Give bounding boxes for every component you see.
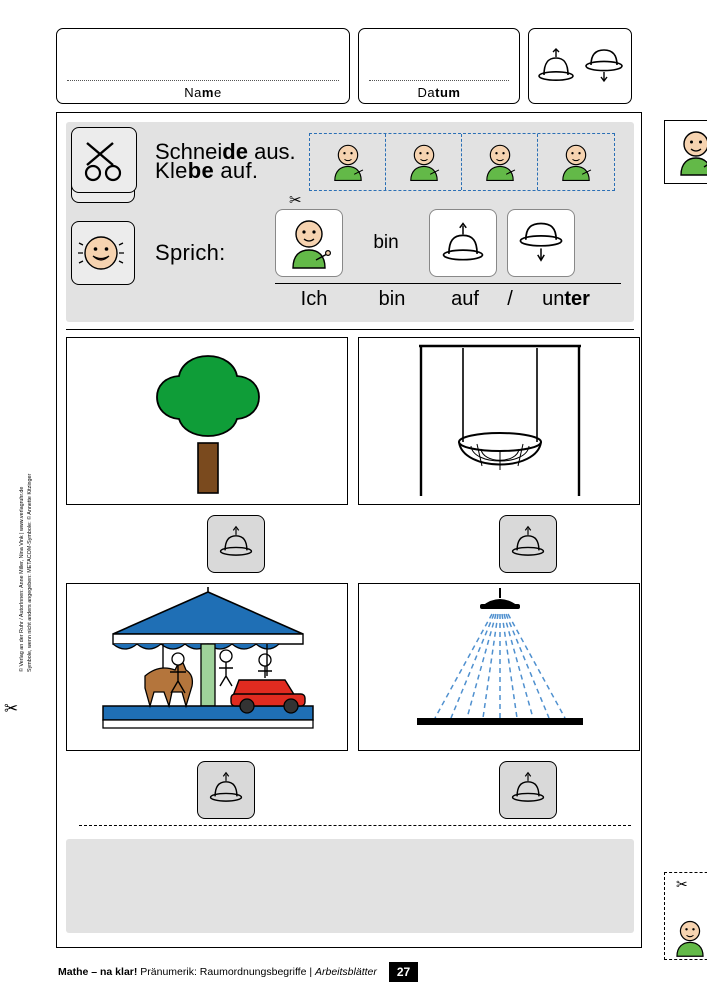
hat-icon <box>214 524 258 564</box>
sentence-words-row <box>275 283 621 311</box>
name-field-label: Name <box>184 85 222 100</box>
symbol-word-bin: bin <box>373 232 399 253</box>
page-number-badge: 27 <box>389 962 418 982</box>
name-field[interactable] <box>56 28 350 104</box>
hat-icon <box>506 770 550 810</box>
person-pointing-icon <box>478 141 522 183</box>
strip-scissors-icon: ✂ <box>289 192 302 209</box>
date-field[interactable] <box>358 28 520 104</box>
tree-illustration <box>67 338 349 504</box>
copyright-note <box>18 372 34 672</box>
symbol-person-card[interactable] <box>275 209 343 277</box>
cut-cell[interactable] <box>462 134 538 190</box>
date-field-label: Datum <box>417 85 461 100</box>
swing-picture <box>358 337 640 505</box>
sentence-word-bin: bin <box>378 288 406 310</box>
copyright-line-2: Symbole, wenn nicht anders angegeben: METACOM-Symbole: © Annette Kitzinger <box>27 473 34 672</box>
shower-illustration <box>359 584 641 750</box>
cut-cell[interactable] <box>538 134 614 190</box>
sentence-slash: / <box>507 288 513 310</box>
answer-slot-3[interactable] <box>197 761 255 819</box>
answer-slot-4[interactable] <box>499 761 557 819</box>
cut-cell[interactable] <box>386 134 462 190</box>
person-pointing-icon <box>282 216 336 270</box>
tree-picture <box>66 337 348 505</box>
cut-line-scissors-icon: ✂ <box>4 699 19 718</box>
speaking-mouth-icon <box>78 228 128 278</box>
sentence-word-ich: Ich <box>300 288 328 310</box>
footer <box>58 962 418 982</box>
hat-on-icon <box>534 46 578 86</box>
cut-cell[interactable] <box>310 134 386 190</box>
hat-icon <box>506 524 550 564</box>
hat-under-icon <box>515 219 567 267</box>
footer-topic: Pränumerik: Raumordnungsbegriffe | <box>137 966 315 978</box>
carousel-picture <box>66 583 348 751</box>
footer-type: Arbeitsblätter <box>315 966 377 978</box>
footer-series-bold: Mathe – na klar! <box>58 966 138 978</box>
hat-under-icon <box>582 46 626 86</box>
margin-scissors-icon: ✂ <box>676 876 688 892</box>
answer-slot-2[interactable] <box>499 515 557 573</box>
worksheet-frame <box>56 112 642 948</box>
scissors-card <box>71 127 137 193</box>
margin-sticker-card[interactable] <box>664 120 707 184</box>
hat-on-icon <box>437 219 489 267</box>
symbol-hat-on-card[interactable] <box>429 209 497 277</box>
band-divider <box>66 329 634 330</box>
instruction-speak-row <box>71 221 226 285</box>
speaking-mouth-card <box>71 221 135 285</box>
person-pointing-icon <box>402 141 446 183</box>
sentence-symbol-row <box>275 209 575 277</box>
person-pointing-icon <box>668 918 707 958</box>
glue-instruction-text: Klebe auf. <box>155 158 259 183</box>
answer-slot-1[interactable] <box>207 515 265 573</box>
swing-illustration <box>359 338 641 504</box>
carousel-illustration <box>67 584 349 750</box>
cut-out-band <box>66 839 634 933</box>
scissors-icon <box>79 135 129 185</box>
hat-icon <box>204 770 248 810</box>
topic-hat-pair <box>528 28 632 104</box>
footer-series <box>58 966 377 978</box>
date-writing-line <box>369 80 509 81</box>
cut-out-strip <box>309 133 615 191</box>
shower-picture <box>358 583 640 751</box>
sentence-word-unter: unter <box>542 288 590 310</box>
sentence-word-auf: auf <box>451 288 479 310</box>
person-pointing-icon <box>554 141 598 183</box>
person-pointing-icon <box>671 127 707 177</box>
cut-dashed-line <box>79 825 631 826</box>
name-writing-line <box>67 80 339 81</box>
cut-instruction-text: Schneide aus. <box>155 139 296 164</box>
header-row <box>56 28 652 104</box>
symbol-hat-under-card[interactable] <box>507 209 575 277</box>
margin-sticker-bottom[interactable] <box>668 918 707 963</box>
person-pointing-icon <box>326 141 370 183</box>
speak-instruction-text: Sprich: <box>155 240 226 265</box>
copyright-line-1: © Verlag an der Ruhr / AutorInnen: Anne Miller, Nina Vink | www.verlagruhr.de <box>19 486 25 672</box>
